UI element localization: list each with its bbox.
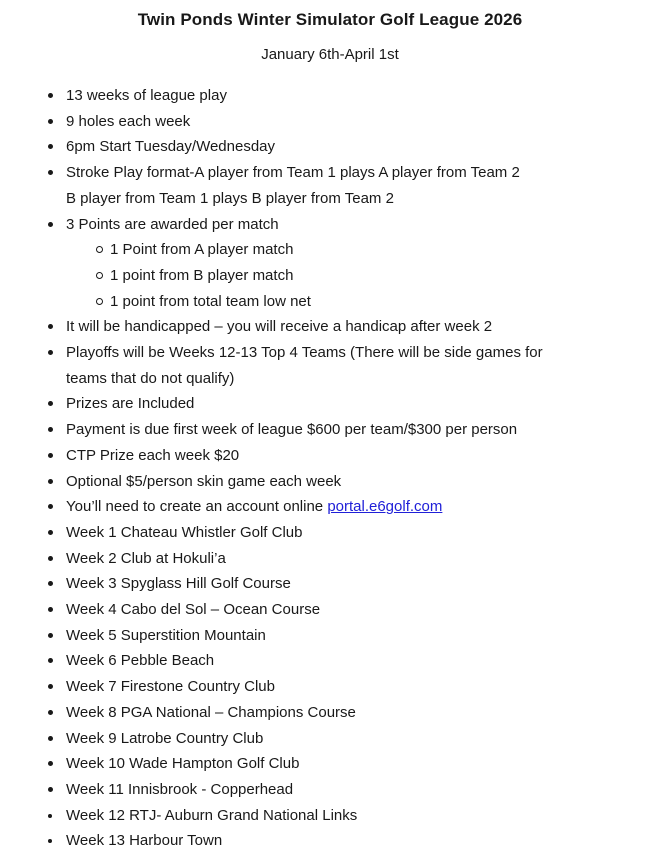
sublist-item-text: 1 point from B player match <box>110 266 294 284</box>
list-item-week-4 <box>0 597 660 623</box>
list-item-points <box>0 212 660 315</box>
list-item-format <box>0 160 660 211</box>
list-item-text: 3 Points are awarded per match <box>66 215 279 233</box>
list-item-week-8 <box>0 700 660 726</box>
list-item-text: 13 weeks of league play <box>66 87 227 104</box>
list-item-text: Payment is due first week of league $600 per team/$300 per person <box>66 421 518 439</box>
list-item-text-line2: B player from Team 1 plays B player from Team 2 <box>66 189 394 207</box>
sublist-item-team-low-net <box>66 289 620 315</box>
list-item-text: Week 12 RTJ- Auburn Grand National Links <box>66 806 358 824</box>
list-item-text: Week 10 Wade Hampton Golf Club <box>66 755 300 773</box>
list-item-start-time <box>0 134 660 160</box>
list-item-text: Week 6 Pebble Beach <box>66 652 215 670</box>
list-item-week-6 <box>0 648 660 674</box>
list-item-week-11 <box>0 777 660 803</box>
list-item-text: Prizes are Included <box>66 395 195 413</box>
list-item-text: You’ll need to create an account online <box>66 498 328 516</box>
list-item-text: Week 11 Innisbrook - Copperhead <box>66 780 294 798</box>
list-item-prizes <box>0 391 660 417</box>
list-item-text: Week 7 Firestone Country Club <box>66 678 275 696</box>
list-item-text: 6pm Start Tuesday/Wednesday <box>66 138 276 156</box>
list-item-text: Week 4 Cabo del Sol – Ocean Course <box>66 601 321 619</box>
list-item-text: Week 9 Latrobe Country Club <box>66 729 264 747</box>
sublist-item-a-player <box>66 237 620 263</box>
list-item-text: Week 2 Club at Hokuli’a <box>66 549 226 567</box>
list-item-week-2 <box>0 546 660 572</box>
e6golf-portal-link[interactable]: portal.e6golf.com <box>327 498 443 516</box>
list-item-week-12 <box>0 803 660 829</box>
list-item-week-3 <box>0 571 660 597</box>
sublist-item-text: 1 Point from A player match <box>110 241 294 259</box>
list-item-text: Stroke Play format-A player from Team 1 plays A player from Team 2 <box>66 164 520 182</box>
date-range: January 6th-April 1st <box>261 46 399 63</box>
list-item-holes <box>0 109 660 135</box>
list-item-week-7 <box>0 674 660 700</box>
list-item-text-line2: teams that do not qualify) <box>66 369 235 387</box>
list-item-skin-game <box>0 469 660 495</box>
sublist-item-text: 1 point from total team low net <box>110 292 311 310</box>
list-item-text: CTP Prize each week $20 <box>66 446 240 464</box>
page-title: Twin Ponds Winter Simulator Golf League 2026 <box>137 10 523 29</box>
list-item-text: Playoffs will be Weeks 12-13 Top 4 Teams (There will be side games for <box>66 344 543 362</box>
list-item-week-5 <box>0 623 660 649</box>
list-item-text: Week 13 Harbour Town <box>66 832 223 850</box>
list-item-week-10 <box>0 751 660 777</box>
list-item-week-1 <box>0 520 660 546</box>
list-item-text: Optional $5/person skin game each week <box>66 472 342 490</box>
list-item-text: Week 1 Chateau Whistler Golf Club <box>66 523 303 541</box>
league-details-list <box>0 83 660 854</box>
list-item-text: Week 8 PGA National – Champions Course <box>66 703 356 721</box>
list-item-text: It will be handicapped – you will receive a handicap after week 2 <box>66 318 493 336</box>
list-item-text: Week 5 Superstition Mountain <box>66 626 266 644</box>
list-item-text: 9 holes each week <box>66 112 191 130</box>
list-item-week-13 <box>0 828 660 854</box>
list-item-playoffs <box>0 340 660 391</box>
list-item-text: Week 3 Spyglass Hill Golf Course <box>66 575 291 593</box>
list-item-ctp-prize <box>0 443 660 469</box>
list-item-weeks-of-play <box>0 83 660 109</box>
list-item-payment <box>0 417 660 443</box>
list-item-week-9 <box>0 726 660 752</box>
sublist-item-b-player <box>66 263 620 289</box>
points-sublist <box>66 237 620 314</box>
list-item-account <box>0 494 660 520</box>
list-item-handicap <box>0 314 660 340</box>
